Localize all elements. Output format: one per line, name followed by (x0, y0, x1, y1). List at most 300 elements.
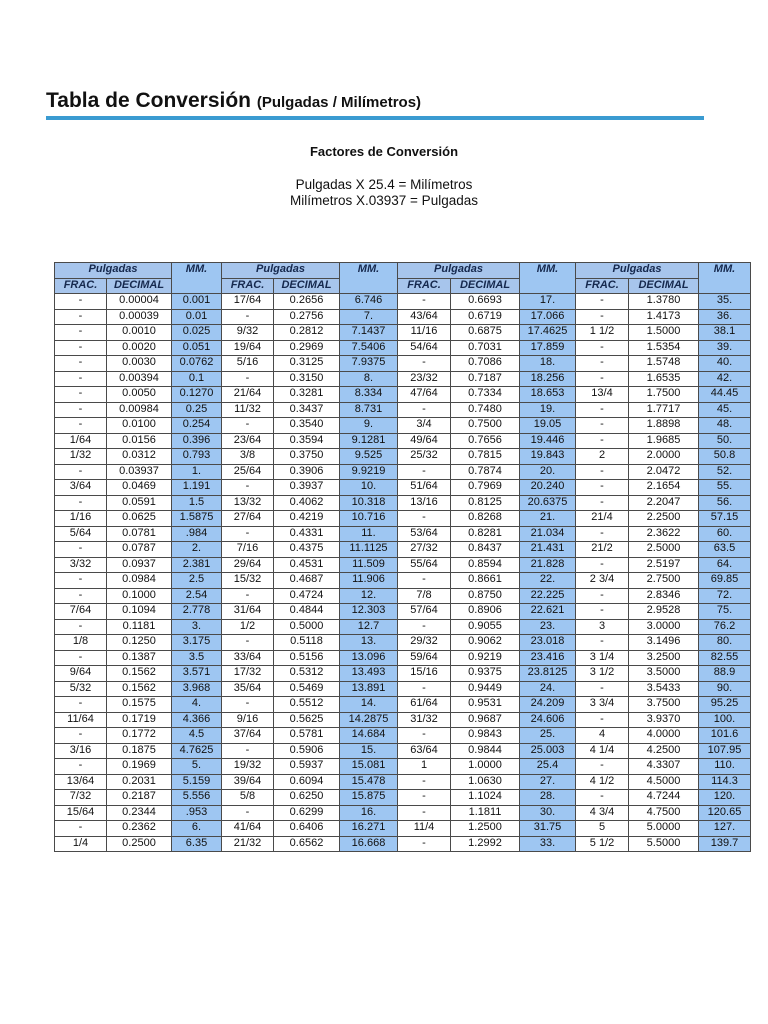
decimal-cell: 0.6406 (274, 821, 340, 837)
table-row (55, 743, 751, 759)
decimal-cell: 1.7500 (629, 387, 699, 403)
decimal-cell: 0.1000 (107, 588, 172, 604)
mm-cell: 18.653 (520, 387, 576, 403)
frac-cell: 1 (398, 759, 451, 775)
mm-cell: 19.05 (520, 418, 576, 434)
mm-cell: 36. (699, 309, 751, 325)
conversion-table-body (55, 294, 751, 852)
decimal-cell: 1.0000 (451, 759, 520, 775)
frac-cell: 5/64 (55, 526, 107, 542)
decimal-cell: 0.0787 (107, 542, 172, 558)
frac-cell: - (576, 433, 629, 449)
frac-cell: 1/16 (55, 511, 107, 527)
mm-cell: 95.25 (699, 697, 751, 713)
frac-cell: 39/64 (222, 774, 274, 790)
decimal-cell: 0.6299 (274, 805, 340, 821)
decimal-cell: 3.1496 (629, 635, 699, 651)
frac-cell: 21/32 (222, 836, 274, 852)
mm-cell: 23. (520, 619, 576, 635)
frac-cell: - (55, 340, 107, 356)
frac-cell: 4 3/4 (576, 805, 629, 821)
frac-cell: 27/32 (398, 542, 451, 558)
mm-cell: 101.6 (699, 728, 751, 744)
mm-cell: 22.225 (520, 588, 576, 604)
decimal-cell: 0.5312 (274, 666, 340, 682)
decimal-cell: 0.9055 (451, 619, 520, 635)
mm-cell: 3.968 (172, 681, 222, 697)
frac-cell: 17/64 (222, 294, 274, 310)
mm-cell: 38.1 (699, 325, 751, 341)
decimal-cell: 0.5625 (274, 712, 340, 728)
mm-cell: 4.7625 (172, 743, 222, 759)
frac-cell: - (55, 371, 107, 387)
decimal-header-4: DECIMAL (629, 278, 699, 294)
mm-cell: 8.731 (340, 402, 398, 418)
decimal-cell: 0.3281 (274, 387, 340, 403)
mm-cell: 27. (520, 774, 576, 790)
mm-cell: 24.209 (520, 697, 576, 713)
frac-cell: - (398, 790, 451, 806)
frac-cell: 1/4 (55, 836, 107, 852)
frac-cell: 3/8 (222, 449, 274, 465)
frac-cell: - (576, 309, 629, 325)
decimal-cell: 0.6094 (274, 774, 340, 790)
mm-cell: 21. (520, 511, 576, 527)
table-row (55, 666, 751, 682)
decimal-cell: 0.0625 (107, 511, 172, 527)
decimal-cell: 0.5000 (274, 619, 340, 635)
frac-cell: - (576, 495, 629, 511)
table-row (55, 712, 751, 728)
frac-cell: - (576, 635, 629, 651)
frac-cell: 23/32 (398, 371, 451, 387)
frac-cell: - (398, 805, 451, 821)
frac-cell: - (398, 728, 451, 744)
frac-cell: - (222, 635, 274, 651)
frac-cell: 13/64 (55, 774, 107, 790)
frac-cell: 47/64 (398, 387, 451, 403)
decimal-cell: 0.2500 (107, 836, 172, 852)
table-row (55, 681, 751, 697)
frac-cell: - (576, 588, 629, 604)
frac-header-3: FRAC. (398, 278, 451, 294)
factors-heading: Factores de Conversión (309, 144, 459, 159)
frac-cell: - (55, 759, 107, 775)
mm-cell: 0.0762 (172, 356, 222, 372)
decimal-cell: 0.0010 (107, 325, 172, 341)
decimal-cell: 2.5197 (629, 557, 699, 573)
mm-header-4: MM. (699, 263, 751, 294)
frac-cell: 17/32 (222, 666, 274, 682)
decimal-cell: 0.7187 (451, 371, 520, 387)
frac-cell: 15/16 (398, 666, 451, 682)
frac-cell: 9/64 (55, 666, 107, 682)
frac-cell: - (55, 588, 107, 604)
frac-cell: 2 3/4 (576, 573, 629, 589)
mm-header-1: MM. (172, 263, 222, 294)
decimal-cell: 0.0937 (107, 557, 172, 573)
frac-cell: 9/16 (222, 712, 274, 728)
decimal-cell: 0.6875 (451, 325, 520, 341)
frac-cell: - (222, 588, 274, 604)
frac-cell: - (55, 402, 107, 418)
table-row (55, 340, 751, 356)
mm-header-3: MM. (520, 263, 576, 294)
mm-cell: 56. (699, 495, 751, 511)
frac-cell: 11/32 (222, 402, 274, 418)
mm-cell: 24.606 (520, 712, 576, 728)
frac-cell: - (55, 356, 107, 372)
decimal-cell: 3.7500 (629, 697, 699, 713)
frac-cell: 37/64 (222, 728, 274, 744)
mm-cell: 17.4625 (520, 325, 576, 341)
mm-cell: 23.018 (520, 635, 576, 651)
decimal-cell: 0.0050 (107, 387, 172, 403)
frac-cell: 3 (576, 619, 629, 635)
decimal-cell: 0.3540 (274, 418, 340, 434)
mm-cell: 25.4 (520, 759, 576, 775)
decimal-cell: 0.5469 (274, 681, 340, 697)
decimal-cell: 0.3906 (274, 464, 340, 480)
table-row (55, 635, 751, 651)
decimal-cell: 0.03937 (107, 464, 172, 480)
frac-cell: 57/64 (398, 604, 451, 620)
table-row (55, 309, 751, 325)
decimal-cell: 0.3437 (274, 402, 340, 418)
frac-cell: 15/32 (222, 573, 274, 589)
mm-cell: 80. (699, 635, 751, 651)
frac-header-4: FRAC. (576, 278, 629, 294)
frac-cell: - (222, 371, 274, 387)
mm-cell: 44.45 (699, 387, 751, 403)
mm-cell: 21.431 (520, 542, 576, 558)
frac-cell: 29/64 (222, 557, 274, 573)
decimal-cell: 4.0000 (629, 728, 699, 744)
decimal-cell: 0.1719 (107, 712, 172, 728)
frac-cell: 19/64 (222, 340, 274, 356)
decimal-cell: 0.5156 (274, 650, 340, 666)
decimal-cell: 2.2047 (629, 495, 699, 511)
frac-cell: 1 1/2 (576, 325, 629, 341)
mm-cell: 22.621 (520, 604, 576, 620)
frac-cell: 5 (576, 821, 629, 837)
frac-cell: - (55, 387, 107, 403)
frac-cell: 3/32 (55, 557, 107, 573)
mm-cell: 72. (699, 588, 751, 604)
table-row (55, 325, 751, 341)
mm-cell: 28. (520, 790, 576, 806)
frac-cell: - (576, 604, 629, 620)
decimal-cell: 0.5906 (274, 743, 340, 759)
conversion-table (54, 262, 751, 852)
decimal-cell: 4.2500 (629, 743, 699, 759)
mm-cell: 18.256 (520, 371, 576, 387)
mm-cell: 64. (699, 557, 751, 573)
mm-cell: 0.396 (172, 433, 222, 449)
formula-mm-to-inches: Milímetros X.03937 = Pulgadas (290, 193, 478, 208)
mm-cell: 7. (340, 309, 398, 325)
decimal-cell: 2.8346 (629, 588, 699, 604)
table-row (55, 449, 751, 465)
frac-cell: 21/64 (222, 387, 274, 403)
decimal-cell: 1.4173 (629, 309, 699, 325)
decimal-cell: 5.0000 (629, 821, 699, 837)
frac-cell: - (576, 759, 629, 775)
frac-cell: - (576, 681, 629, 697)
decimal-cell: 4.7244 (629, 790, 699, 806)
mm-cell: 1.191 (172, 480, 222, 496)
decimal-cell: 4.5000 (629, 774, 699, 790)
frac-header-1: FRAC. (55, 278, 107, 294)
mm-cell: 7.5406 (340, 340, 398, 356)
frac-cell: 4 1/2 (576, 774, 629, 790)
mm-cell: 24. (520, 681, 576, 697)
mm-cell: 9.1281 (340, 433, 398, 449)
frac-cell: 55/64 (398, 557, 451, 573)
mm-cell: 57.15 (699, 511, 751, 527)
decimal-cell: 2.7500 (629, 573, 699, 589)
decimal-cell: 0.6250 (274, 790, 340, 806)
mm-cell: 19.446 (520, 433, 576, 449)
mm-cell: 23.416 (520, 650, 576, 666)
frac-cell: - (576, 790, 629, 806)
mm-cell: 16. (340, 805, 398, 821)
frac-cell: 13/4 (576, 387, 629, 403)
decimal-cell: 1.9685 (629, 433, 699, 449)
frac-cell: - (55, 821, 107, 837)
decimal-cell: 2.0000 (629, 449, 699, 465)
frac-cell: 1/2 (222, 619, 274, 635)
frac-cell: 25/32 (398, 449, 451, 465)
decimal-cell: 0.2756 (274, 309, 340, 325)
mm-cell: 0.025 (172, 325, 222, 341)
mm-cell: 55. (699, 480, 751, 496)
mm-cell: 4.5 (172, 728, 222, 744)
mm-cell: 2.5 (172, 573, 222, 589)
mm-cell: 40. (699, 356, 751, 372)
decimal-cell: 2.2500 (629, 511, 699, 527)
mm-cell: 14. (340, 697, 398, 713)
frac-cell: - (55, 464, 107, 480)
mm-cell: 0.051 (172, 340, 222, 356)
mm-cell: 11.1125 (340, 542, 398, 558)
decimal-cell: 0.7480 (451, 402, 520, 418)
frac-cell: - (55, 573, 107, 589)
mm-cell: 110. (699, 759, 751, 775)
table-row (55, 356, 751, 372)
decimal-cell: 0.8750 (451, 588, 520, 604)
frac-cell: - (398, 402, 451, 418)
frac-cell: 21/2 (576, 542, 629, 558)
mm-cell: 10.318 (340, 495, 398, 511)
decimal-cell: 1.1024 (451, 790, 520, 806)
mm-cell: 12.7 (340, 619, 398, 635)
mm-cell: 114.3 (699, 774, 751, 790)
mm-cell: 63.5 (699, 542, 751, 558)
mm-cell: 75. (699, 604, 751, 620)
mm-cell: 15.875 (340, 790, 398, 806)
table-row (55, 604, 751, 620)
mm-cell: 48. (699, 418, 751, 434)
frac-cell: 5/32 (55, 681, 107, 697)
decimal-cell: 0.9687 (451, 712, 520, 728)
mm-cell: 11.906 (340, 573, 398, 589)
decimal-cell: 0.00004 (107, 294, 172, 310)
decimal-cell: 0.7656 (451, 433, 520, 449)
decimal-cell: 0.1969 (107, 759, 172, 775)
decimal-cell: 3.9370 (629, 712, 699, 728)
mm-cell: 5.159 (172, 774, 222, 790)
frac-cell: 23/64 (222, 433, 274, 449)
frac-cell: 3 1/4 (576, 650, 629, 666)
mm-cell: 0.001 (172, 294, 222, 310)
mm-cell: 19.843 (520, 449, 576, 465)
decimal-cell: 0.5118 (274, 635, 340, 651)
mm-cell: 8.334 (340, 387, 398, 403)
decimal-cell: 0.8661 (451, 573, 520, 589)
frac-cell: - (576, 557, 629, 573)
frac-cell: 33/64 (222, 650, 274, 666)
table-row (55, 573, 751, 589)
frac-cell: 5/8 (222, 790, 274, 806)
mm-cell: 2.381 (172, 557, 222, 573)
decimal-cell: 0.2812 (274, 325, 340, 341)
decimal-cell: 0.4531 (274, 557, 340, 573)
frac-cell: 3/64 (55, 480, 107, 496)
header-row-columns (55, 278, 751, 294)
decimal-cell: 0.00394 (107, 371, 172, 387)
mm-cell: 82.55 (699, 650, 751, 666)
group-header-pulgadas-1: Pulgadas (55, 263, 172, 279)
frac-cell: 59/64 (398, 650, 451, 666)
decimal-cell: 0.7815 (451, 449, 520, 465)
frac-cell: 3 3/4 (576, 697, 629, 713)
frac-cell: 61/64 (398, 697, 451, 713)
decimal-cell: 0.9449 (451, 681, 520, 697)
mm-cell: 3. (172, 619, 222, 635)
frac-cell: 49/64 (398, 433, 451, 449)
decimal-cell: 0.2187 (107, 790, 172, 806)
decimal-cell: 2.0472 (629, 464, 699, 480)
frac-cell: 7/32 (55, 790, 107, 806)
decimal-cell: 0.9843 (451, 728, 520, 744)
table-row (55, 526, 751, 542)
mm-cell: 8. (340, 371, 398, 387)
decimal-cell: 0.1094 (107, 604, 172, 620)
frac-cell: - (398, 836, 451, 852)
mm-cell: 21.828 (520, 557, 576, 573)
decimal-cell: 3.2500 (629, 650, 699, 666)
decimal-cell: 0.5937 (274, 759, 340, 775)
frac-cell: - (55, 728, 107, 744)
mm-cell: 11.509 (340, 557, 398, 573)
mm-cell: 69.85 (699, 573, 751, 589)
frac-cell: 21/4 (576, 511, 629, 527)
frac-cell: - (55, 542, 107, 558)
decimal-cell: 0.3937 (274, 480, 340, 496)
group-header-pulgadas-4: Pulgadas (576, 263, 699, 279)
mm-cell: 2.54 (172, 588, 222, 604)
decimal-cell: 0.3594 (274, 433, 340, 449)
mm-cell: 6. (172, 821, 222, 837)
frac-cell: - (55, 294, 107, 310)
frac-cell: - (55, 650, 107, 666)
decimal-cell: 0.0469 (107, 480, 172, 496)
mm-cell: 90. (699, 681, 751, 697)
decimal-cell: 0.7874 (451, 464, 520, 480)
decimal-cell: 0.9219 (451, 650, 520, 666)
decimal-cell: 0.1181 (107, 619, 172, 635)
decimal-header-3: DECIMAL (451, 278, 520, 294)
frac-cell: - (576, 356, 629, 372)
frac-cell: - (576, 402, 629, 418)
frac-cell: 29/32 (398, 635, 451, 651)
frac-cell: - (55, 418, 107, 434)
table-row (55, 805, 751, 821)
title-divider (46, 116, 704, 120)
mm-cell: 7.9375 (340, 356, 398, 372)
mm-cell: 25.003 (520, 743, 576, 759)
mm-header-2: MM. (340, 263, 398, 294)
frac-cell: - (222, 480, 274, 496)
frac-cell: - (398, 294, 451, 310)
decimal-cell: 1.0630 (451, 774, 520, 790)
frac-cell: 7/64 (55, 604, 107, 620)
decimal-cell: 1.2992 (451, 836, 520, 852)
decimal-cell: 0.7031 (451, 340, 520, 356)
frac-cell: - (576, 371, 629, 387)
mm-cell: 21.034 (520, 526, 576, 542)
decimal-cell: 0.3150 (274, 371, 340, 387)
frac-cell: 5/16 (222, 356, 274, 372)
mm-cell: .984 (172, 526, 222, 542)
decimal-cell: 1.7717 (629, 402, 699, 418)
decimal-cell: 0.1562 (107, 666, 172, 682)
decimal-cell: 0.0984 (107, 573, 172, 589)
frac-cell: - (398, 464, 451, 480)
table-row (55, 387, 751, 403)
frac-cell: - (222, 805, 274, 821)
frac-cell: 7/16 (222, 542, 274, 558)
decimal-cell: 0.7334 (451, 387, 520, 403)
mm-cell: 22. (520, 573, 576, 589)
decimal-cell: 0.9375 (451, 666, 520, 682)
mm-cell: 16.668 (340, 836, 398, 852)
frac-cell: 31/64 (222, 604, 274, 620)
mm-cell: 31.75 (520, 821, 576, 837)
mm-cell: 11. (340, 526, 398, 542)
mm-cell: 13.096 (340, 650, 398, 666)
mm-cell: 3.571 (172, 666, 222, 682)
decimal-cell: 0.8594 (451, 557, 520, 573)
mm-cell: 6.746 (340, 294, 398, 310)
frac-cell: - (222, 743, 274, 759)
mm-cell: 9. (340, 418, 398, 434)
table-row (55, 495, 751, 511)
frac-cell: 4 1/4 (576, 743, 629, 759)
mm-cell: 35. (699, 294, 751, 310)
mm-cell: 15.081 (340, 759, 398, 775)
mm-cell: 2. (172, 542, 222, 558)
mm-cell: 1.5875 (172, 511, 222, 527)
decimal-cell: 0.2656 (274, 294, 340, 310)
frac-cell: - (398, 511, 451, 527)
decimal-cell: 1.5000 (629, 325, 699, 341)
mm-cell: 50.8 (699, 449, 751, 465)
frac-cell: 1/8 (55, 635, 107, 651)
mm-cell: 120. (699, 790, 751, 806)
decimal-cell: 0.00984 (107, 402, 172, 418)
